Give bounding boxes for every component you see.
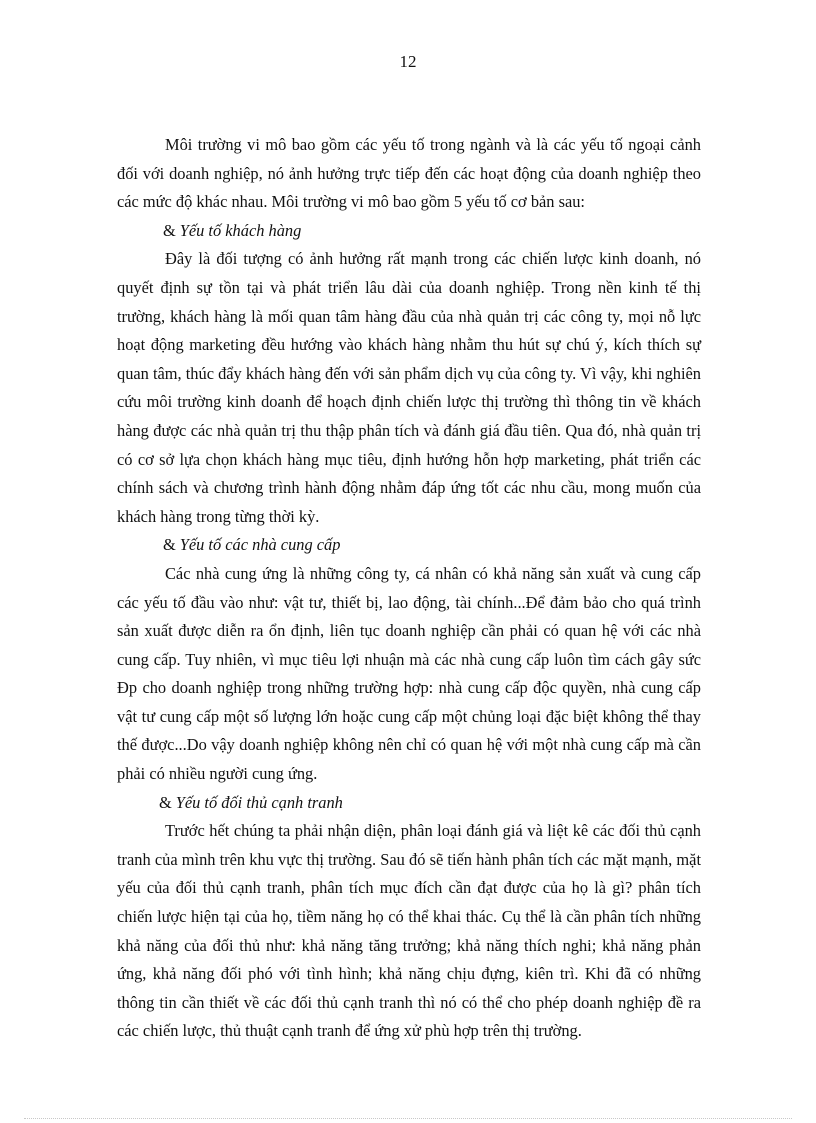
section-heading-suppliers xyxy=(117,531,701,560)
document-body xyxy=(117,131,701,1046)
section-heading-text: Yếu tố đối thủ cạnh tranh xyxy=(175,792,343,812)
intro-paragraph: Môi trường vi mô bao gồm các yếu tố trong ngành và là các yếu tố ngoại cảnh đối với doanh nghiệp, nó ảnh hưởng trực tiếp đến các hoạt động của doanh nghiệp theo các mức độ khác nhau. Môi trường vi mô bao gồm 5 yếu tố cơ bản sau: xyxy=(117,135,701,212)
bullet-icon: & xyxy=(159,792,172,812)
section-paragraph-suppliers: Các nhà cung ứng là những công ty, cá nhân có khả năng sản xuất và cung cấp các yếu tố đầu vào như: vật tư, thiết bị, lao động, tài chính...Để đảm bảo cho quá trình sản xuất được diễn ra ổn định, liên tục doanh nghiệp cần phải có quan hệ với các nhà cung cấp. Tuy nhiên, vì mục tiêu lợi nhuận mà các nhà cung cấp luôn tìm cách gây sức Ðp cho doanh nghiệp trong những trường hợp: nhà cung cấp độc quyền, nhà cung cấp vật tư cung cấp một số lượng lớn hoặc cung cấp một chủng loại đặc biệt không thể thay thế được...Do vậy doanh nghiệp không nên chỉ có quan hệ với một nhà cung cấp mà cần phải có nhiều người cung ứng. xyxy=(117,563,701,784)
page-number: 12 xyxy=(399,52,417,71)
section-heading-customers xyxy=(117,217,701,246)
page-bottom-divider xyxy=(24,1118,792,1119)
section-paragraph-customers: Đây là đối tượng có ảnh hưởng rất mạnh trong các chiến lược kinh doanh, nó quyết định sự tồn tại và phát triển lâu dài của doanh nghiệp. Trong nền kinh tế thị trường, khách hàng là mối quan tâm hàng đầu của nhà quản trị các công ty, mọi nỗ lực hoạt động marketing đều hướng vào khách hàng nhằm thu hút sự chú ý, kích thích sự quan tâm, thúc đẩy khách hàng đến với sản phẩm dịch vụ của công ty. Vì vậy, khi nghiên cứu môi trường kinh doanh để hoạch định chiến lược thị trường thì thông tin về khách hàng được các nhà quản trị thu thập phân tích và đánh giá đầu tiên. Qua đó, nhà quản trị có cơ sở lựa chọn khách hàng mục tiêu, định hướng hỗn hợp marketing, phát triển các chính sách và chương trình hành động nhằm đáp ứng tốt các nhu cầu, mong muốn của khách hàng trong từng thời kỳ. xyxy=(117,249,701,526)
section-heading-text: Yếu tố các nhà cung cấp xyxy=(179,535,341,555)
section-heading-text: Yếu tố khách hàng xyxy=(179,220,302,240)
section-heading-competitors xyxy=(117,789,701,818)
section-paragraph-competitors: Trước hết chúng ta phải nhận diện, phân loại đánh giá và liệt kê các đối thủ cạnh tranh của mình trên khu vực thị trường. Sau đó sẽ tiến hành phân tích các mặt mạnh, mặt yếu của đối thủ cạnh tranh, phân tích mục đích cần đạt được của họ là gì? phân tích chiến lược hiện tại của họ, tiềm năng họ có thể khai thác. Cụ thể là cần phân tích những khả năng của đối thủ như: khả năng tăng trưởng; khả năng thích nghi; khả năng phản ứng, khả năng đối phó với tình hình; khả năng chịu đựng, kiên trì. Khi đã có những thông tin cần thiết về các đối thủ cạnh tranh thì nó có thể cho phép doanh nghiệp đề ra các chiến lược, thủ thuật cạnh tranh để ứng xử phù hợp trên thị trường. xyxy=(117,821,701,1041)
bullet-icon: & xyxy=(163,535,176,555)
bullet-icon: & xyxy=(163,220,176,240)
